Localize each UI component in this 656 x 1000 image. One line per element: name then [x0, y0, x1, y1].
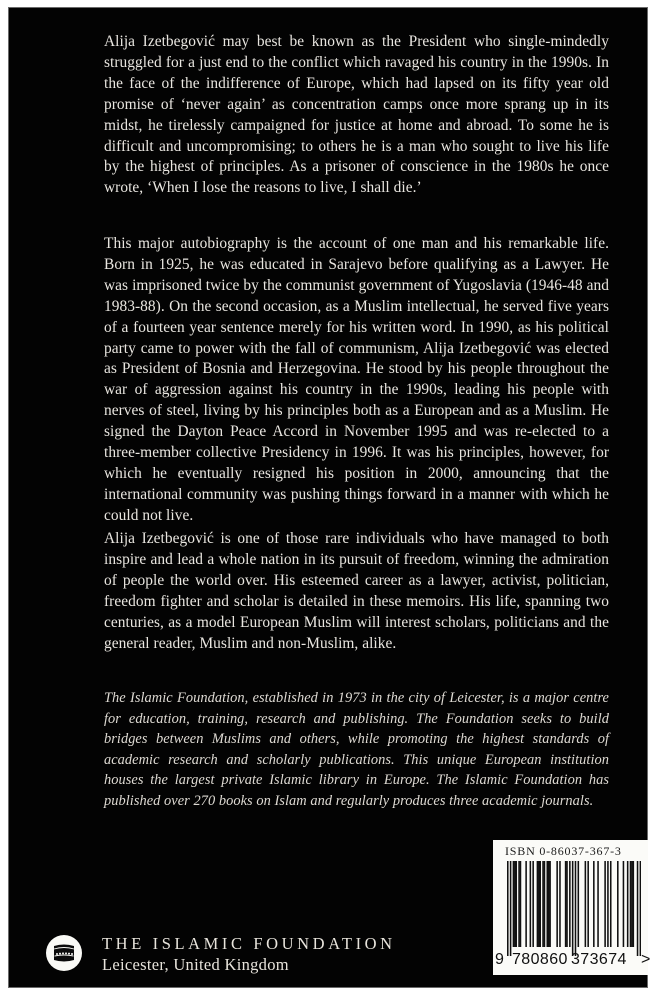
barcode-bar [607, 861, 609, 947]
isbn-label: ISBN 0-86037-367-3 [505, 844, 622, 858]
barcode-bar [525, 861, 527, 947]
barcode-bar [575, 861, 577, 956]
ean-right-group: 373674 [571, 951, 627, 968]
barcode-bar [530, 861, 532, 947]
barcode-bar [585, 861, 587, 947]
blurb-paragraph-1: Alija Izetbegović may best be known as the President who single-mindedly struggled for a just end to the conflict which ravaged his country in the 1990s. In the face of the indifference of Europe, which had lapsed on its fifty year old promise of ‘never again’ as concentration camps once more sprang up in its midst, he tirelessly campaigned for justice at home and abroad. To some he is difficult and uncompromising; to others he is a man who sought to live his life by the highest of principles. As a prisoner of conscience in the 1980s he once wrote, ‘When I lose the reasons to live, I shall die.’ [104, 33, 609, 197]
barcode-bar [548, 861, 550, 947]
barcode-bar [637, 861, 639, 956]
barcode-bar [565, 861, 567, 947]
barcode-bar [627, 861, 629, 947]
barcode-bar [566, 861, 568, 947]
ean-left-group: 780860 [512, 951, 568, 968]
publisher-note: The Islamic Foundation, established in 1973 in the city of Leicester, is a major centre for education, training, research and publishing. The Foundation seeks to build bridges between Muslims and others, while promoting the highest standards of academic research and scholarly publications. This unique European institution houses the largest private Islamic library in Europe. The Islamic Foundation has published over 270 books on Islam and regularly produces three academic journals. [104, 690, 609, 809]
barcode-bar [623, 861, 625, 947]
barcode-bar [514, 861, 516, 947]
barcode-bar [569, 861, 571, 947]
blurb-paragraph-3: Alija Izetbegović is one of those rare individuals who have managed to both inspire and lead a whole nation in its pursuit of freedom, winning the admiration of people the world over. His esteemed career as a lawyer, activist, politician, freedom fighter and scholar is detailed in these memoirs. His life, spanning two centuries, as a model European Muslim will interest scholars, politicians and the general reader, Muslim and non-Muslim, alike. [104, 530, 609, 652]
ean-first-digit: 9 [495, 951, 505, 968]
barcode-bar [510, 861, 512, 956]
barcode-bar [572, 861, 574, 956]
barcode-bar [556, 861, 558, 947]
barcode-bars [507, 861, 641, 956]
kaaba-logo-icon [46, 935, 82, 971]
barcode-bar [532, 861, 534, 947]
barcode-bar [539, 861, 541, 947]
barcode-bar [610, 861, 612, 947]
barcode-bar [542, 861, 544, 947]
barcode-bar [631, 861, 633, 947]
barcode-bar [587, 861, 589, 947]
barcode-bar [513, 861, 515, 947]
barcode-bar [559, 861, 561, 947]
publisher-location: Leicester, United Kingdom [102, 955, 289, 974]
publisher-name: THE ISLAMIC FOUNDATION [102, 934, 396, 953]
barcode-bar [630, 861, 632, 947]
barcode-bar [520, 861, 522, 947]
barcode-bar [593, 861, 595, 947]
blurb-paragraph-2: This major autobiography is the account of one man and his remarkable life. Born in 1925, he was educated in Sarajevo before qualifying as a Lawyer. He was imprisoned twice by the communist government of Yugoslavia (1946-48 and 1983-88). On the second occasion, as a Muslim intellectual, he served five years of a fourteen year sentence merely for his written word. In 1990, as his political party came to power with the fall of communism, Alija Izetbegović was elected as President of Bosnia and Herzegovina. He stood by his people throughout the war of aggression against his country in the 1990s, leading his people with nerves of steel, living by his principles both as a European and as a Muslim. He signed the Dayton Peace Accord in November 1995 and was re-elected to a three-member collective Presidency in 1996. It was his principles, however, for which he eventually resigned his position in 2000, announcing that the international community was pushing things forward in a manner with which he could not live. [104, 235, 609, 524]
barcode-bar [507, 861, 509, 956]
ean-quiet-zone-marker: > [641, 951, 651, 968]
barcode-bar [537, 861, 539, 947]
barcode-bar [518, 861, 520, 947]
barcode-bar [640, 861, 641, 956]
barcode-bar [515, 861, 517, 947]
barcode-bar [597, 861, 599, 947]
barcode-bar [544, 861, 546, 947]
barcode-bar [578, 861, 580, 947]
barcode-bar [546, 861, 548, 947]
barcode-bar [604, 861, 606, 947]
barcode-bar [633, 861, 635, 947]
barcode-bar [549, 861, 551, 947]
isbn-barcode [493, 840, 651, 975]
barcode-bar [617, 861, 619, 947]
barcode-bar [538, 861, 540, 947]
